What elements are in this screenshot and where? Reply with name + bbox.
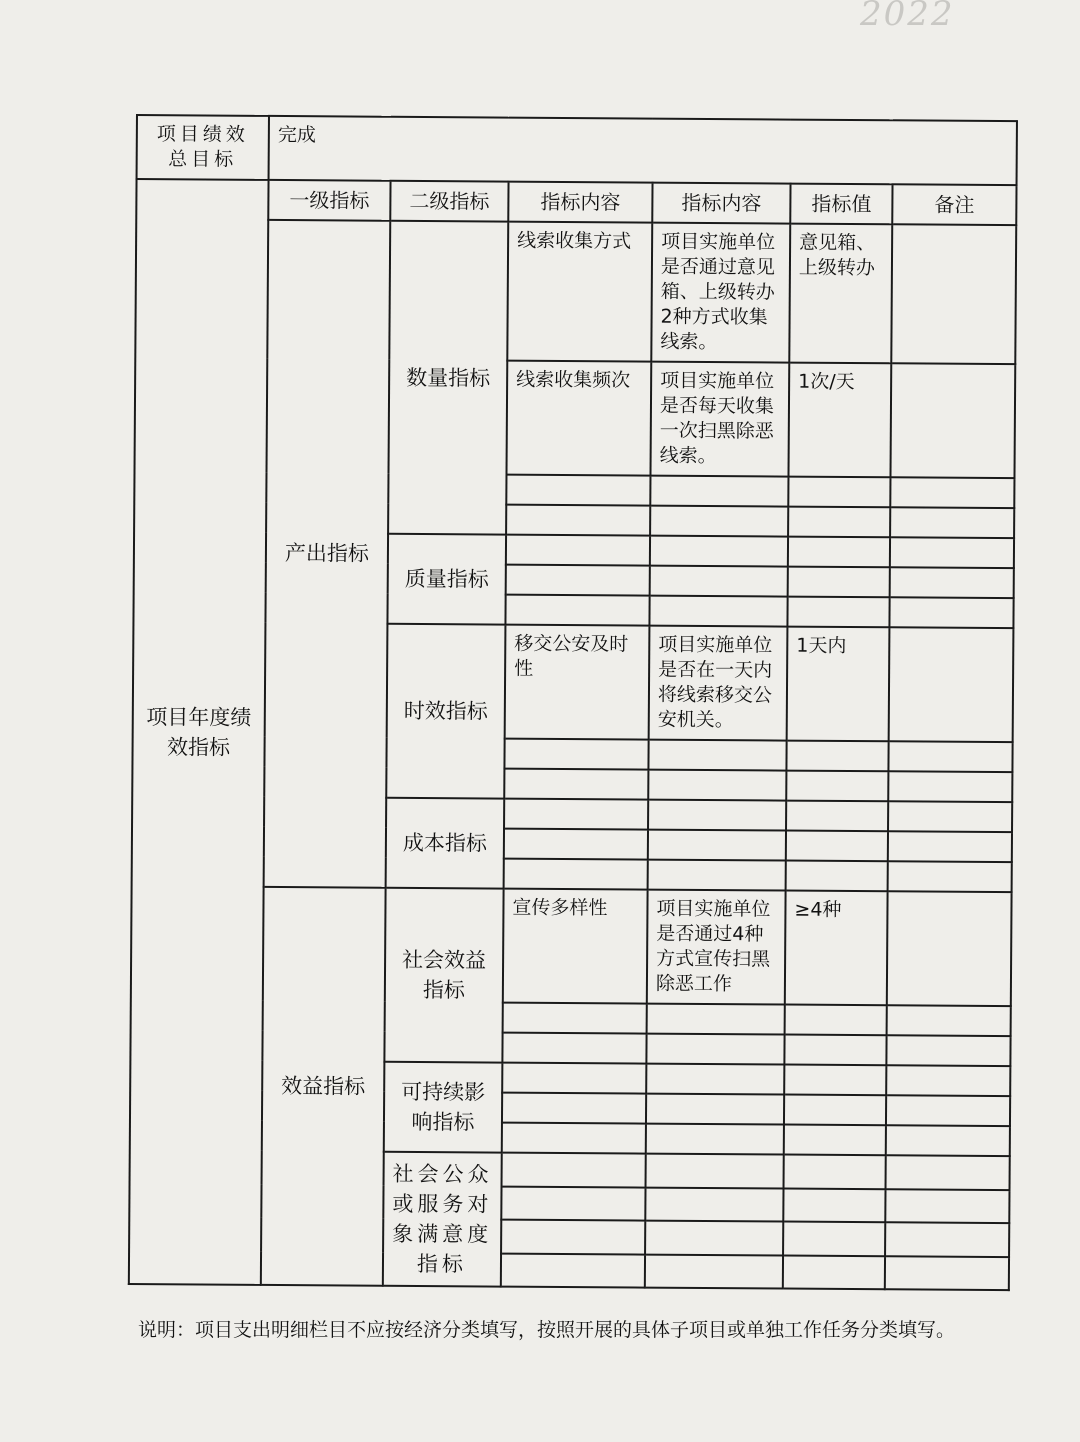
empty-cell bbox=[784, 1095, 886, 1126]
indicator-value: 1次/天 bbox=[788, 363, 891, 478]
empty-cell bbox=[502, 1123, 646, 1154]
empty-cell bbox=[786, 771, 888, 802]
empty-cell bbox=[784, 1065, 886, 1096]
empty-cell bbox=[647, 1004, 785, 1035]
indicator-name: 线索收集方式 bbox=[507, 222, 652, 362]
indicator-remark bbox=[891, 224, 1016, 364]
empty-cell bbox=[501, 1253, 645, 1288]
empty-cell bbox=[890, 477, 1014, 508]
indicator-remark bbox=[887, 891, 1012, 1006]
empty-cell bbox=[885, 1222, 1009, 1256]
empty-cell bbox=[648, 800, 786, 831]
empty-cell bbox=[889, 597, 1013, 628]
empty-cell bbox=[784, 1155, 886, 1189]
empty-cell bbox=[502, 1033, 646, 1064]
empty-cell bbox=[886, 1065, 1010, 1096]
empty-cell bbox=[501, 1220, 645, 1255]
empty-cell bbox=[783, 1255, 885, 1289]
empty-cell bbox=[783, 1222, 885, 1256]
indicator-value: ≥4种 bbox=[785, 891, 888, 1006]
goal-label: 项目绩效总目标 bbox=[137, 115, 269, 180]
empty-cell bbox=[886, 1155, 1010, 1189]
empty-cell bbox=[646, 1124, 784, 1155]
annual-indicator-label: 项目年度绩效指标 bbox=[129, 179, 269, 1285]
bleed-through-title: 2022 bbox=[860, 0, 955, 34]
empty-cell bbox=[786, 741, 888, 772]
empty-cell bbox=[504, 739, 648, 770]
header-level2: 二级指标 bbox=[390, 181, 508, 222]
empty-cell bbox=[888, 741, 1012, 772]
empty-cell bbox=[502, 1063, 646, 1094]
empty-cell bbox=[890, 507, 1014, 538]
level2-social: 社会效益指标 bbox=[384, 888, 503, 1063]
level2-quantity: 数量指标 bbox=[388, 221, 508, 535]
empty-cell bbox=[504, 829, 648, 860]
empty-cell bbox=[788, 537, 890, 568]
empty-cell bbox=[888, 771, 1012, 802]
empty-cell bbox=[887, 1005, 1011, 1036]
empty-cell bbox=[786, 861, 888, 892]
indicator-name: 宣传多样性 bbox=[503, 889, 648, 1004]
indicator-desc: 项目实施单位是否每天收集一次扫黑除恶线索。 bbox=[650, 362, 789, 477]
empty-cell bbox=[786, 831, 888, 862]
empty-cell bbox=[885, 1189, 1009, 1223]
indicator-desc: 项目实施单位是否通过意见箱、上级转办2种方式收集线索。 bbox=[651, 223, 790, 363]
empty-cell bbox=[784, 1125, 886, 1156]
indicator-desc: 项目实施单位是否在一天内将线索移交公安机关。 bbox=[649, 626, 788, 741]
empty-cell bbox=[506, 565, 650, 596]
empty-cell bbox=[888, 801, 1012, 832]
empty-cell bbox=[645, 1254, 783, 1288]
empty-cell bbox=[502, 1153, 646, 1188]
empty-cell bbox=[648, 770, 786, 801]
indicator-desc: 项目实施单位是否通过4种方式宣传扫黑除恶工作 bbox=[647, 890, 786, 1005]
empty-cell bbox=[787, 597, 889, 628]
header-content-a: 指标内容 bbox=[508, 182, 652, 223]
empty-cell bbox=[886, 1125, 1010, 1156]
empty-cell bbox=[504, 859, 648, 890]
indicator-value: 意见箱、上级转办 bbox=[789, 224, 892, 364]
empty-cell bbox=[506, 475, 650, 506]
empty-cell bbox=[783, 1188, 885, 1222]
level2-cost: 成本指标 bbox=[386, 798, 505, 889]
goal-value: 完成 bbox=[269, 116, 1017, 185]
indicator-name: 移交公安及时性 bbox=[505, 625, 650, 740]
performance-table bbox=[128, 114, 1016, 1291]
empty-cell bbox=[501, 1186, 645, 1221]
level2-quality: 质量指标 bbox=[387, 534, 506, 625]
empty-cell bbox=[648, 830, 786, 861]
empty-cell bbox=[650, 506, 788, 537]
empty-cell bbox=[786, 801, 888, 832]
empty-cell bbox=[886, 1035, 1010, 1066]
empty-cell bbox=[645, 1221, 783, 1255]
empty-cell bbox=[788, 567, 890, 598]
indicator-remark bbox=[890, 363, 1015, 478]
empty-cell bbox=[648, 740, 786, 771]
empty-cell bbox=[788, 477, 890, 508]
empty-cell bbox=[650, 566, 788, 597]
empty-cell bbox=[506, 505, 650, 536]
level2-satisfaction: 社会公众或服务对象满意度指标 bbox=[383, 1152, 502, 1287]
indicator-name: 线索收集频次 bbox=[506, 361, 651, 476]
empty-cell bbox=[785, 1005, 887, 1036]
header-remark: 备注 bbox=[892, 184, 1016, 225]
empty-cell bbox=[784, 1035, 886, 1066]
empty-cell bbox=[890, 537, 1014, 568]
empty-cell bbox=[648, 860, 786, 891]
empty-cell bbox=[505, 595, 649, 626]
level2-timeliness: 时效指标 bbox=[386, 624, 505, 799]
empty-cell bbox=[888, 861, 1012, 892]
header-level1: 一级指标 bbox=[268, 180, 390, 221]
level1-output: 产出指标 bbox=[264, 220, 391, 888]
empty-cell bbox=[650, 476, 788, 507]
footnote: 说明：项目支出明细栏目不应按经济分类填写，按照开展的具体子项目或单独工作任务分类填写。 bbox=[138, 1319, 956, 1341]
header-value: 指标值 bbox=[790, 184, 892, 225]
empty-cell bbox=[646, 1064, 784, 1095]
empty-cell bbox=[504, 799, 648, 830]
header-content-b: 指标内容 bbox=[652, 183, 790, 224]
empty-cell bbox=[650, 536, 788, 567]
indicator-remark bbox=[889, 627, 1014, 742]
empty-cell bbox=[504, 769, 648, 800]
empty-cell bbox=[506, 535, 650, 566]
empty-cell bbox=[646, 1094, 784, 1125]
empty-cell bbox=[788, 507, 890, 538]
empty-cell bbox=[885, 1256, 1009, 1290]
empty-cell bbox=[646, 1034, 784, 1065]
empty-cell bbox=[645, 1187, 783, 1221]
empty-cell bbox=[890, 567, 1014, 598]
indicator-value: 1天内 bbox=[787, 627, 890, 742]
empty-cell bbox=[503, 1003, 647, 1034]
level1-benefit: 效益指标 bbox=[261, 887, 386, 1286]
empty-cell bbox=[886, 1095, 1010, 1126]
empty-cell bbox=[649, 596, 787, 627]
empty-cell bbox=[646, 1154, 784, 1188]
empty-cell bbox=[502, 1093, 646, 1124]
empty-cell bbox=[888, 831, 1012, 862]
level2-sustain: 可持续影响指标 bbox=[384, 1062, 503, 1153]
